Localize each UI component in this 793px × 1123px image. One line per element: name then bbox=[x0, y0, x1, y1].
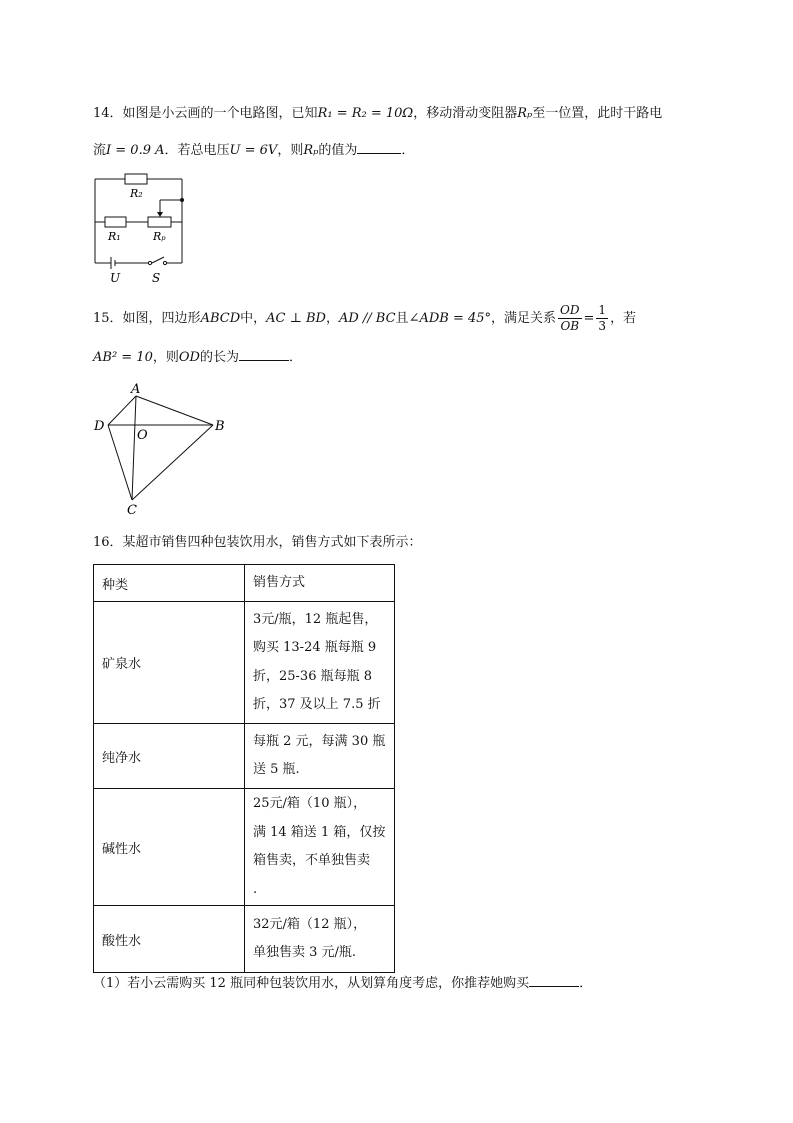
method-line: 每瓶 2 元，每满 30 瓶 bbox=[253, 733, 386, 749]
table-row bbox=[94, 906, 395, 973]
table-header-cell: 种类 bbox=[94, 565, 245, 602]
q14-text: ，则 bbox=[277, 143, 304, 158]
q15-line-1 bbox=[93, 303, 636, 334]
q14-line-1 bbox=[93, 104, 662, 124]
q15-text: ，则 bbox=[152, 350, 179, 365]
table-row bbox=[94, 602, 395, 724]
q14-text: ．若总电压 bbox=[164, 143, 230, 158]
sales-table bbox=[93, 564, 395, 973]
q15-formula-ab: AB² = 10 bbox=[93, 350, 153, 365]
q14-formula-voltage: U = 6V bbox=[229, 143, 278, 158]
frac-denominator: 3 bbox=[598, 319, 607, 333]
slider-arrow-head bbox=[157, 212, 163, 217]
q15-text: 且 bbox=[395, 311, 409, 326]
frac-numerator: 1 bbox=[598, 303, 607, 317]
table-cell-type: 酸性水 bbox=[94, 906, 245, 973]
table-row bbox=[94, 724, 395, 789]
label-r2: R₂ bbox=[130, 187, 143, 200]
q16-intro: 16．某超市销售四种包装饮用水，销售方式如下表所示： bbox=[93, 535, 422, 550]
q15-cond-angle: ∠ADB = 45° bbox=[408, 311, 492, 326]
q14-formula-current: I = 0.9 A bbox=[106, 143, 165, 158]
table-header-cell: 销售方式 bbox=[245, 565, 395, 602]
switch-contact-right bbox=[163, 261, 166, 264]
q14-number: 14． bbox=[93, 106, 123, 121]
q15-fraction-od-ob bbox=[558, 303, 581, 334]
label-c: C bbox=[127, 503, 137, 518]
q14-rp: Rₚ bbox=[303, 143, 319, 158]
method-line: 32元/箱（12 瓶）， bbox=[253, 916, 367, 932]
label-a: A bbox=[131, 382, 141, 397]
q14-text: 如图是小云画的一个电路图，已知 bbox=[122, 106, 318, 121]
circuit-diagram bbox=[88, 170, 198, 288]
q15-text: ，若 bbox=[610, 311, 637, 326]
q15-cond-perp: AC ⊥ BD bbox=[266, 311, 326, 326]
q15-od: OD bbox=[178, 350, 200, 365]
q16-sub1-text: （1）若小云需购买 12 瓶同种包装饮用水，从划算角度考虑，你推荐她购买 bbox=[93, 976, 530, 991]
q15-line-2 bbox=[93, 348, 302, 368]
q14-formula-r1-r2: R₁ = R₂ = 10Ω bbox=[317, 106, 414, 121]
q15-equals: = bbox=[583, 311, 595, 326]
table-row bbox=[94, 789, 395, 906]
method-line: 满 14 箱送 1 箱，仅按 bbox=[253, 824, 386, 840]
table-cell-type: 纯净水 bbox=[94, 724, 245, 789]
q14-rp: Rₚ bbox=[517, 106, 533, 121]
q15-sep: ， bbox=[325, 311, 339, 326]
q14-text: ，移动滑动变阻器 bbox=[413, 106, 518, 121]
frac-denominator: OB bbox=[560, 319, 580, 333]
q15-period: ． bbox=[288, 350, 302, 365]
q15-cond-parallel: AD // BC bbox=[338, 311, 396, 326]
q15-text: 中， bbox=[240, 311, 267, 326]
method-line: 送 5 瓶. bbox=[253, 762, 300, 777]
method-line: 折，37 及以上 7.5 折 bbox=[253, 697, 381, 712]
q15-quad: ABCD bbox=[200, 311, 241, 326]
frac-numerator: OD bbox=[560, 303, 580, 317]
q14-period: ． bbox=[401, 143, 415, 158]
label-r1: R₁ bbox=[108, 230, 121, 243]
method-line: 箱售卖，不单独售卖 bbox=[253, 853, 371, 868]
q15-text: 的长为 bbox=[199, 350, 239, 365]
quadrilateral-figure bbox=[88, 378, 238, 518]
q14-answer-blank[interactable] bbox=[357, 141, 401, 154]
label-d: D bbox=[94, 419, 105, 434]
table-cell-type: 碱性水 bbox=[94, 789, 245, 906]
q14-text: 流 bbox=[93, 143, 107, 158]
q14-line-2 bbox=[93, 141, 414, 161]
method-line: 单独售卖 3 元/瓶. bbox=[253, 945, 357, 960]
label-b: B bbox=[215, 419, 225, 434]
method-line: . bbox=[253, 881, 258, 897]
method-line: 购买 13-24 瓶每瓶 9 bbox=[253, 640, 377, 655]
q16-answer-blank[interactable] bbox=[529, 974, 579, 987]
q15-text: 如图，四边形 bbox=[122, 311, 201, 326]
q16-sub1 bbox=[93, 974, 592, 994]
q14-text: 至一位置，此时干路电 bbox=[532, 106, 663, 121]
label-rp: Rₚ bbox=[153, 230, 166, 243]
q15-text: ，满足关系 bbox=[491, 311, 557, 326]
switch-contact-left bbox=[148, 261, 151, 264]
q14-text: 的值为 bbox=[318, 143, 358, 158]
table-cell-method bbox=[245, 906, 395, 973]
q16-period: ． bbox=[579, 976, 593, 991]
junction-dot bbox=[180, 198, 184, 202]
table-cell-method bbox=[245, 789, 395, 906]
label-o: O bbox=[137, 428, 148, 443]
label-s: S bbox=[152, 271, 161, 285]
q15-fraction-one-third bbox=[596, 303, 608, 334]
method-line: 3元/瓶，12 瓶起售， bbox=[253, 611, 378, 627]
table-cell-type: 矿泉水 bbox=[94, 602, 245, 724]
table-header-row bbox=[94, 565, 395, 602]
q15-answer-blank[interactable] bbox=[239, 348, 289, 361]
label-u: U bbox=[110, 271, 121, 285]
method-line: 折，25-36 瓶每瓶 8 bbox=[253, 668, 373, 684]
table-cell-method bbox=[245, 724, 395, 789]
table-cell-method bbox=[245, 602, 395, 724]
q15-number: 15． bbox=[93, 311, 123, 326]
method-line: 25元/箱（10 瓶）， bbox=[253, 796, 367, 811]
